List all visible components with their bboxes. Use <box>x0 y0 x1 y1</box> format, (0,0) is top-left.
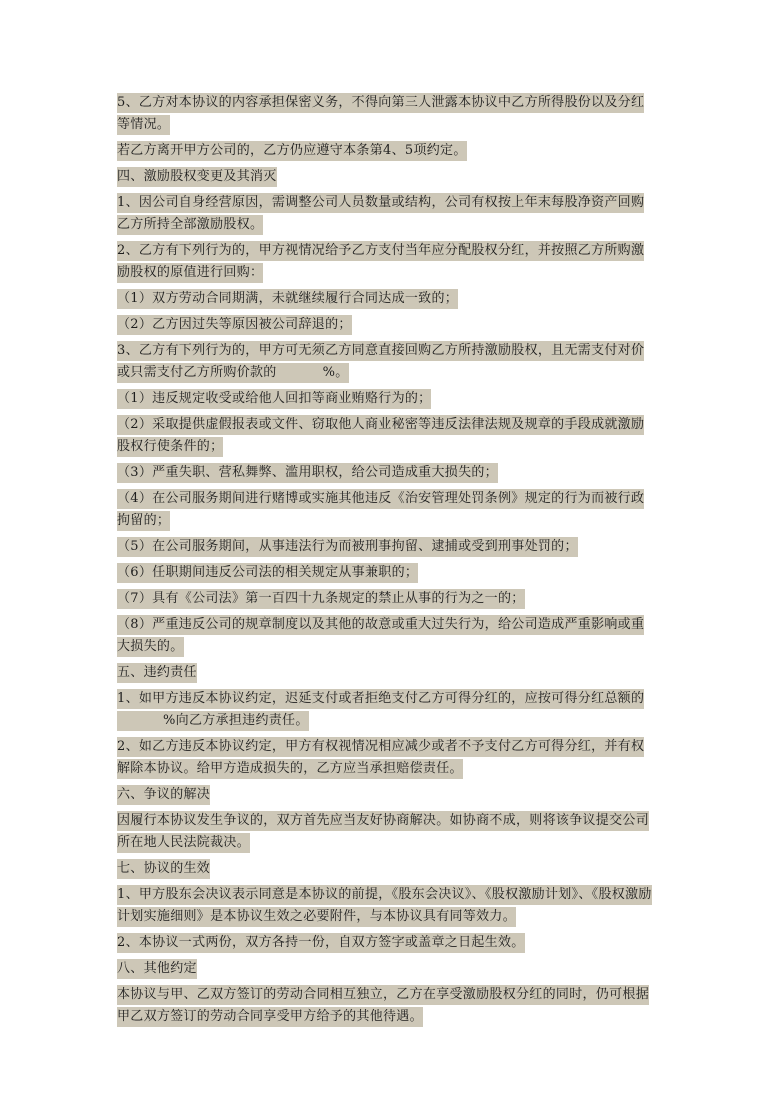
paragraph-text <box>117 341 644 383</box>
paragraph <box>117 536 657 558</box>
paragraph <box>117 192 657 236</box>
paragraph-text: 1、甲方股东会决议表示同意是本协议的前提，《股东会决议》、《股权激励计划》、《股权激励计划实施细则》是本协议生效之必要附件，与本协议具有同等效力。 <box>117 885 652 927</box>
section-heading-text: 五、违约责任 <box>117 663 197 683</box>
paragraph-text-main: 3、乙方有下列行为的，甲方可无须乙方同意直接回购乙方所持激励股权，且无需支付对价或只需支付乙方所购价款的 <box>117 343 645 380</box>
paragraph <box>117 984 657 1028</box>
section-heading-text: 六、争议的解决 <box>117 785 210 805</box>
paragraph-text-tail: %向乙方承担违约责任。 <box>163 713 309 728</box>
paragraph <box>117 810 657 854</box>
paragraph <box>117 240 657 284</box>
paragraph-text: （2）乙方因过失等原因被公司辞退的； <box>117 315 352 335</box>
paragraph <box>117 614 657 658</box>
section-heading <box>117 662 657 684</box>
section-heading-text: 四、激励股权变更及其消灭 <box>117 167 277 187</box>
paragraph <box>117 388 657 410</box>
paragraph <box>117 932 657 954</box>
paragraph-text: （8）严重违反公司的规章制度以及其他的故意或重大过失行为，给公司造成严重影响或重大损失的。 <box>117 615 644 657</box>
paragraph <box>117 414 657 458</box>
paragraph <box>117 462 657 484</box>
paragraph-text <box>117 689 644 731</box>
paragraph <box>117 288 657 310</box>
paragraph-text: 若乙方离开甲方公司的，乙方仍应遵守本条第4、5项约定。 <box>117 141 467 161</box>
document-body <box>117 92 657 1032</box>
paragraph <box>117 736 657 780</box>
section-heading <box>117 858 657 880</box>
section-heading-text: 八、其他约定 <box>117 959 197 979</box>
paragraph-text: （7）具有《公司法》第一百四十九条规定的禁止从事的行为之一的； <box>117 589 525 609</box>
paragraph <box>117 92 657 136</box>
paragraph-text-main: 1、如甲方违反本协议约定，迟延支付或者拒绝支付乙方可得分红的，应按可得分红总额的 <box>117 691 645 706</box>
section-heading <box>117 958 657 980</box>
paragraph <box>117 140 657 162</box>
paragraph-text: 2、如乙方违反本协议约定，甲方有权视情况相应减少或者不予支付乙方可得分红，并有权解除本协议。给甲方造成损失的，乙方应当承担赔偿责任。 <box>117 737 644 779</box>
paragraph <box>117 884 657 928</box>
paragraph <box>117 688 657 732</box>
paragraph-text: （3）严重失职、营私舞弊、滥用职权，给公司造成重大损失的； <box>117 463 498 483</box>
paragraph-text: 因履行本协议发生争议的，双方首先应当友好协商解决。如协商不成，则将该争议提交公司所在地人民法院裁决。 <box>117 811 649 853</box>
section-heading <box>117 784 657 806</box>
paragraph-text: 2、乙方有下列行为的，甲方视情况给予乙方支付当年应分配股权分红，并按照乙方所购激励股权的原值进行回购： <box>117 241 644 283</box>
paragraph-text: 1、因公司自身经营原因，需调整公司人员数量或结构，公司有权按上年末每股净资产回购乙方所持全部激励股权。 <box>117 193 644 235</box>
section-heading <box>117 166 657 188</box>
paragraph <box>117 488 657 532</box>
paragraph-text-tail: %。 <box>322 365 349 380</box>
paragraph-text: （1）双方劳动合同期满，未就继续履行合同达成一致的； <box>117 289 458 309</box>
section-heading-text: 七、协议的生效 <box>117 859 210 879</box>
paragraph-text: （6）任职期间违反公司法的相关规定从事兼职的； <box>117 563 418 583</box>
paragraph-text: （2）采取提供虚假报表或文件、窃取他人商业秘密等违反法律法规及规章的手段成就激励股权行使条件的； <box>117 415 644 457</box>
paragraph-text: 2、本协议一式两份，双方各持一份，自双方签字或盖章之日起生效。 <box>117 933 525 953</box>
paragraph-text: （4）在公司服务期间进行赌博或实施其他违反《治安管理处罚条例》规定的行为而被行政拘留的； <box>117 489 644 531</box>
paragraph <box>117 588 657 610</box>
paragraph <box>117 562 657 584</box>
paragraph-text: 5、乙方对本协议的内容承担保密义务，不得向第三人泄露本协议中乙方所得股份以及分红等情况。 <box>117 93 644 135</box>
paragraph <box>117 314 657 336</box>
paragraph-text: 本协议与甲、乙双方签订的劳动合同相互独立，乙方在享受激励股权分红的同时，仍可根据甲乙双方签订的劳动合同享受甲方给予的其他待遇。 <box>117 985 649 1027</box>
paragraph <box>117 340 657 384</box>
paragraph-text: （5）在公司服务期间，从事违法行为而被刑事拘留、逮捕或受到刑事处罚的； <box>117 537 578 557</box>
paragraph-text: （1）违反规定收受或给他人回扣等商业贿赂行为的； <box>117 389 431 409</box>
